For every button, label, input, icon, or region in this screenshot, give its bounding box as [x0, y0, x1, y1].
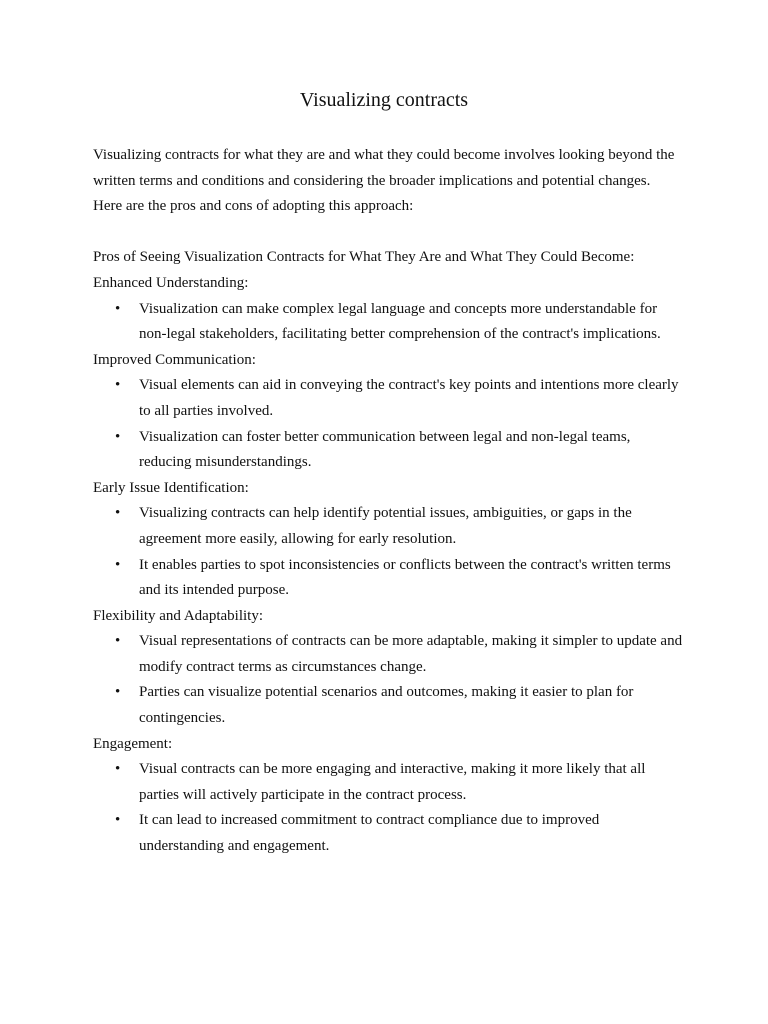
- section-heading: Flexibility and Adaptability:: [93, 607, 263, 624]
- section-heading: Improved Communication:: [93, 351, 256, 368]
- section-flexibility-adaptability: [93, 604, 683, 732]
- list-item-text: Visual contracts can be more engaging and interactive, making it more likely that all parties will actively participate in the contract process.: [139, 761, 646, 803]
- list-item-text: Visual elements can aid in conveying the contract's key points and intentions more clearly to all parties involved.: [139, 377, 679, 419]
- bullet-icon: •: [115, 300, 121, 317]
- list-item: [93, 373, 683, 424]
- list-item: [93, 757, 683, 808]
- list-item-text: It enables parties to spot inconsistencies or conflicts between the contract's written terms and its intended purpose.: [139, 556, 671, 599]
- section-enhanced-understanding: [93, 271, 683, 348]
- bullet-icon: •: [115, 556, 121, 573]
- list-item-text: Visualization can foster better communication between legal and non-legal teams, reducing misunderstandings.: [139, 428, 631, 471]
- list-item-text: Visual representations of contracts can be more adaptable, making it simpler to update and modify contract terms as circumstances change.: [139, 633, 683, 675]
- bullet-list: [93, 373, 683, 475]
- bullet-icon: •: [115, 684, 121, 701]
- list-item: [93, 297, 683, 348]
- pros-heading: Pros of Seeing Visualization Contracts for What They Are and What They Could Become:: [93, 249, 635, 266]
- section-heading: Engagement:: [93, 735, 173, 752]
- list-item: [93, 553, 683, 604]
- section-heading: Early Issue Identification:: [93, 479, 249, 496]
- bullet-icon: •: [115, 633, 121, 650]
- bullet-list: [93, 501, 683, 603]
- list-item-text: Visualization can make complex legal language and concepts more understandable for non-legal stakeholders, facilitating better comprehension of the contract's implications.: [139, 300, 661, 343]
- intro-paragraph: Visualizing contracts for what they are and what they could become involves looking beyond the written terms and conditions and considering the broader implications and potential changes. Here are the pros and cons of adopting this approach:: [93, 147, 675, 215]
- bullet-icon: •: [115, 505, 121, 522]
- document-title: Visualizing contracts: [299, 89, 469, 111]
- paragraph-spacer: [93, 220, 683, 246]
- section-improved-communication: [93, 348, 683, 476]
- bullet-list: [93, 757, 683, 859]
- bullet-icon: •: [115, 377, 121, 394]
- list-item-text: Parties can visualize potential scenarios and outcomes, making it easier to plan for contingencies.: [139, 684, 634, 727]
- bullet-icon: •: [115, 761, 121, 778]
- document-body: [93, 143, 683, 860]
- list-item: [93, 501, 683, 552]
- bullet-list: [93, 629, 683, 731]
- section-engagement: [93, 732, 683, 860]
- list-item: [93, 680, 683, 731]
- list-item-text: Visualizing contracts can help identify potential issues, ambiguities, or gaps in the agreement more easily, allowing for early resolution.: [139, 505, 632, 547]
- section-heading: Enhanced Understanding:: [93, 274, 249, 291]
- list-item: [93, 629, 683, 680]
- list-item: [93, 808, 683, 859]
- bullet-icon: •: [115, 812, 121, 829]
- bullet-icon: •: [115, 428, 121, 445]
- section-early-issue-identification: [93, 476, 683, 604]
- list-item-text: It can lead to increased commitment to contract compliance due to improved understanding and engagement.: [139, 812, 600, 855]
- bullet-list: [93, 297, 683, 348]
- list-item: [93, 425, 683, 476]
